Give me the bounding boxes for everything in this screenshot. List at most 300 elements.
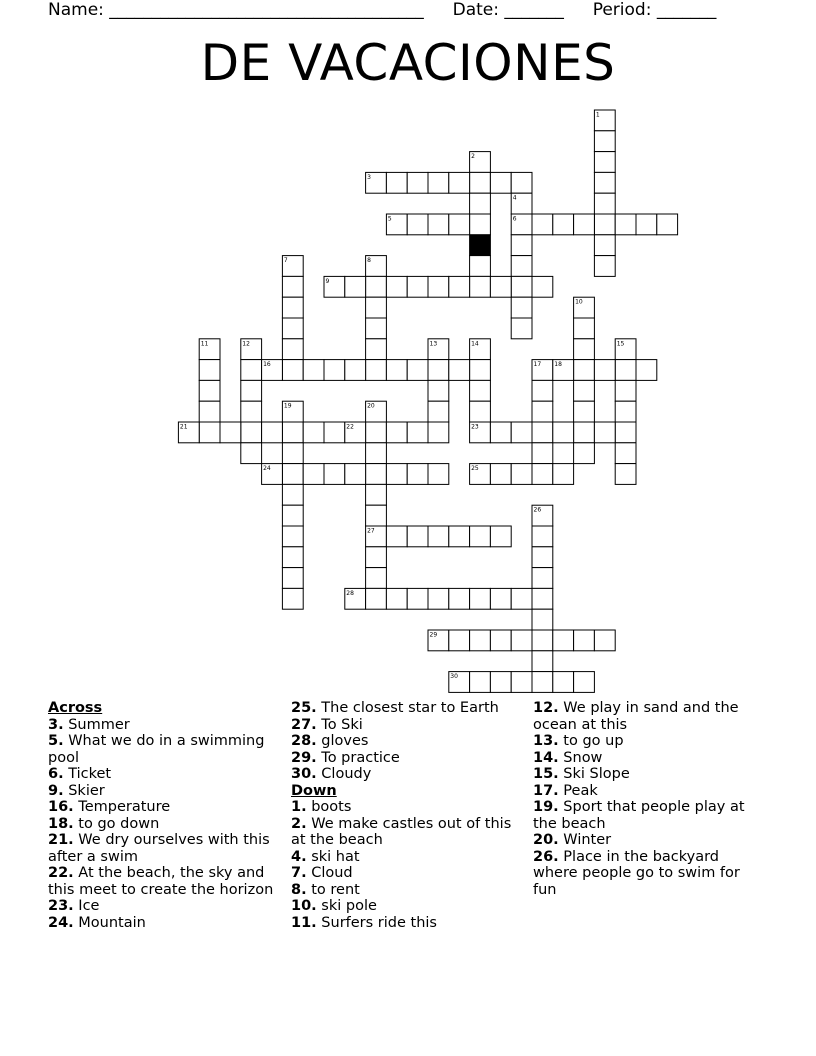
grid-cell[interactable] xyxy=(532,505,553,526)
grid-cell[interactable] xyxy=(470,588,491,609)
grid-cell[interactable] xyxy=(282,484,303,505)
grid-cell[interactable] xyxy=(199,380,220,401)
grid-cell[interactable] xyxy=(428,172,449,193)
clue-item-text: boots xyxy=(306,799,352,815)
grid-cell[interactable] xyxy=(241,339,262,360)
clue-item-number: 2. xyxy=(291,815,307,832)
clue-item-number: 7. xyxy=(291,865,307,881)
grid-cell[interactable] xyxy=(282,297,303,318)
grid-cell[interactable] xyxy=(386,526,407,547)
clue-number: 8 xyxy=(367,257,371,265)
grid-cell[interactable] xyxy=(594,131,615,152)
clue-item-number: 19. xyxy=(533,799,559,815)
clue-item xyxy=(291,882,523,899)
grid-cell[interactable] xyxy=(553,672,574,693)
grid-cell[interactable] xyxy=(594,256,615,277)
grid-cell[interactable] xyxy=(386,464,407,485)
clue-item-number: 20. xyxy=(533,832,559,848)
clue-item-text: Peak xyxy=(558,782,598,799)
clue-item xyxy=(48,898,280,915)
grid-cell[interactable] xyxy=(615,380,636,401)
grid-cell[interactable] xyxy=(428,380,449,401)
grid-cell[interactable] xyxy=(470,256,491,277)
grid-cell[interactable] xyxy=(470,672,491,693)
grid-cell[interactable] xyxy=(345,588,366,609)
clue-item-text: gloves xyxy=(316,733,369,749)
clue-item-text: We make castles out of this at the beach xyxy=(291,815,512,848)
grid-cell[interactable] xyxy=(574,401,595,422)
grid-cell[interactable] xyxy=(490,172,511,193)
grid-cell[interactable] xyxy=(636,214,657,235)
grid-cell[interactable] xyxy=(574,630,595,651)
grid-cell[interactable] xyxy=(574,214,595,235)
grid-cell[interactable] xyxy=(366,568,387,589)
grid-cell[interactable] xyxy=(282,276,303,297)
grid-cell[interactable] xyxy=(262,464,283,485)
grid-cell[interactable] xyxy=(262,422,283,443)
clue-item-text: Summer xyxy=(63,716,130,733)
grid-cell[interactable] xyxy=(532,422,553,443)
grid-cell[interactable] xyxy=(553,214,574,235)
grid-cell[interactable] xyxy=(282,401,303,422)
grid-cell[interactable] xyxy=(366,547,387,568)
grid-cell[interactable] xyxy=(241,360,262,381)
grid-cell[interactable] xyxy=(449,630,470,651)
grid-cell[interactable] xyxy=(407,588,428,609)
grid-cell[interactable] xyxy=(282,464,303,485)
clue-item-text: to rent xyxy=(306,881,360,898)
clue-item-number: 22. xyxy=(48,865,74,881)
grid-cell[interactable] xyxy=(366,360,387,381)
grid-cell[interactable] xyxy=(428,401,449,422)
grid-cell[interactable] xyxy=(574,297,595,318)
grid-cell[interactable] xyxy=(470,360,491,381)
grid-cell[interactable] xyxy=(407,422,428,443)
grid-cell[interactable] xyxy=(241,401,262,422)
grid-cell[interactable] xyxy=(386,172,407,193)
grid-cell[interactable] xyxy=(470,339,491,360)
grid-cell[interactable] xyxy=(178,422,199,443)
period-field[interactable]: Period: _______ xyxy=(592,0,717,20)
grid-cell[interactable] xyxy=(511,276,532,297)
grid-cell[interactable] xyxy=(303,422,324,443)
clue-item xyxy=(533,799,765,832)
grid-cell[interactable] xyxy=(366,505,387,526)
clue-item-text: The closest star to Earth xyxy=(316,700,499,716)
grid-cell[interactable] xyxy=(594,235,615,256)
clue-number: 25 xyxy=(471,465,479,473)
grid-cell[interactable] xyxy=(615,422,636,443)
grid-cell[interactable] xyxy=(490,588,511,609)
date-field[interactable]: Date: _______ xyxy=(452,0,564,20)
clue-number: 27 xyxy=(367,527,375,535)
clue-item xyxy=(291,766,523,783)
clue-number: 26 xyxy=(533,506,542,514)
grid-cell[interactable] xyxy=(282,588,303,609)
clue-item-text: Ski Slope xyxy=(558,766,630,782)
clue-item xyxy=(291,733,523,750)
clue-number: 6 xyxy=(512,215,517,223)
clue-item-text: Place in the backyard where people go to swim for fun xyxy=(533,848,740,898)
grid-cell[interactable] xyxy=(532,547,553,568)
clue-item xyxy=(533,832,765,849)
grid-cell[interactable] xyxy=(428,339,449,360)
grid-cell[interactable] xyxy=(615,443,636,464)
grid-cell[interactable] xyxy=(366,422,387,443)
grid-cell[interactable] xyxy=(511,297,532,318)
grid-cell[interactable] xyxy=(532,609,553,630)
grid-cell[interactable] xyxy=(574,443,595,464)
grid-cell[interactable] xyxy=(636,360,657,381)
clue-item xyxy=(291,915,523,932)
grid-cell[interactable] xyxy=(345,464,366,485)
clue-item-number: 26. xyxy=(533,848,559,865)
clue-item-number: 15. xyxy=(533,766,559,782)
grid-cell[interactable] xyxy=(532,651,553,672)
clue-number: 11 xyxy=(200,340,209,348)
clue-item-number: 6. xyxy=(48,766,64,782)
clue-item-text: Winter xyxy=(558,832,612,848)
grid-cell[interactable] xyxy=(511,193,532,214)
clue-item-number: 18. xyxy=(48,815,74,832)
grid-cell[interactable] xyxy=(470,214,491,235)
clue-item-text: To Ski xyxy=(316,716,363,733)
grid-cell[interactable] xyxy=(199,422,220,443)
clue-item-text: ski pole xyxy=(316,898,377,914)
clue-number: 19 xyxy=(283,402,292,410)
grid-cell[interactable] xyxy=(345,422,366,443)
grid-cell[interactable] xyxy=(449,172,470,193)
clue-item-text: Ticket xyxy=(63,766,112,782)
grid-cell[interactable] xyxy=(490,464,511,485)
grid-cell[interactable] xyxy=(303,360,324,381)
grid-cell[interactable] xyxy=(428,464,449,485)
grid-cell[interactable] xyxy=(511,630,532,651)
grid-cell[interactable] xyxy=(594,360,615,381)
clue-item-text: Snow xyxy=(558,749,603,766)
grid-cell[interactable] xyxy=(594,152,615,173)
clue-number: 3 xyxy=(367,173,371,181)
grid-cell[interactable] xyxy=(615,401,636,422)
grid-cell[interactable] xyxy=(553,360,574,381)
grid-cell[interactable] xyxy=(511,588,532,609)
grid-cell[interactable] xyxy=(532,443,553,464)
grid-cell[interactable] xyxy=(490,630,511,651)
name-field[interactable]: Name: _____________________________________ xyxy=(48,0,424,20)
grid-cell[interactable] xyxy=(532,568,553,589)
clue-item xyxy=(291,898,523,915)
clue-item-number: 25. xyxy=(291,700,317,716)
clue-item xyxy=(533,783,765,800)
grid-cell[interactable] xyxy=(241,422,262,443)
clue-item-text: At the beach, the sky and this meet to create the horizon xyxy=(48,865,274,898)
grid-cell[interactable] xyxy=(511,318,532,339)
grid-cell[interactable] xyxy=(366,526,387,547)
grid-cell[interactable] xyxy=(470,526,491,547)
grid-cell[interactable] xyxy=(241,380,262,401)
grid-cell[interactable] xyxy=(449,672,470,693)
grid-cell[interactable] xyxy=(282,526,303,547)
grid-cell[interactable] xyxy=(574,339,595,360)
clue-item-number: 27. xyxy=(291,716,317,733)
grid-cell[interactable] xyxy=(345,360,366,381)
clue-item xyxy=(291,816,523,849)
clue-item xyxy=(291,799,523,816)
grid-cell[interactable] xyxy=(532,380,553,401)
grid-cell[interactable] xyxy=(428,422,449,443)
grid-cell[interactable] xyxy=(199,401,220,422)
grid-cell[interactable] xyxy=(366,401,387,422)
grid-cell[interactable] xyxy=(615,464,636,485)
grid-cell[interactable] xyxy=(594,630,615,651)
grid-cell[interactable] xyxy=(511,422,532,443)
clue-item-number: 4. xyxy=(291,848,307,865)
clue-item xyxy=(48,799,280,816)
clue-item xyxy=(48,766,280,783)
clue-item xyxy=(533,766,765,783)
clue-item-text: We play in sand and the ocean at this xyxy=(533,700,739,733)
grid-cell[interactable] xyxy=(532,588,553,609)
grid-cell[interactable] xyxy=(532,526,553,547)
clue-number: 29 xyxy=(429,631,438,639)
grid-cell[interactable] xyxy=(386,588,407,609)
clue-item xyxy=(533,849,765,899)
grid-cell[interactable] xyxy=(303,464,324,485)
grid-cell[interactable] xyxy=(366,339,387,360)
grid-cell[interactable] xyxy=(428,214,449,235)
grid-cell[interactable] xyxy=(490,526,511,547)
grid-cell[interactable] xyxy=(199,339,220,360)
grid-cell[interactable] xyxy=(428,360,449,381)
clue-item xyxy=(533,750,765,767)
clue-number: 21 xyxy=(179,423,188,431)
grid-cell[interactable] xyxy=(282,256,303,277)
clue-item xyxy=(48,783,280,800)
grid-cell[interactable] xyxy=(553,630,574,651)
clue-item-text: Mountain xyxy=(73,914,146,931)
grid-cell[interactable] xyxy=(594,193,615,214)
grid-cell[interactable] xyxy=(262,360,283,381)
grid-cell[interactable] xyxy=(366,256,387,277)
grid-cell[interactable] xyxy=(282,422,303,443)
grid-cell[interactable] xyxy=(449,526,470,547)
clue-item-text: Skier xyxy=(63,782,105,799)
grid-cell[interactable] xyxy=(199,360,220,381)
clue-number: 4 xyxy=(512,194,517,202)
grid-cell[interactable] xyxy=(282,505,303,526)
grid-cell[interactable] xyxy=(532,276,553,297)
grid-cell[interactable] xyxy=(386,214,407,235)
grid-cell[interactable] xyxy=(386,422,407,443)
clue-item xyxy=(291,865,523,882)
clue-number: 17 xyxy=(533,361,542,369)
grid-cell[interactable] xyxy=(657,214,678,235)
clue-number: 28 xyxy=(346,589,354,597)
grid-cell[interactable] xyxy=(282,568,303,589)
clue-item-number: 17. xyxy=(533,782,559,799)
grid-cell[interactable] xyxy=(282,339,303,360)
grid-cell[interactable] xyxy=(366,484,387,505)
clue-number: 7 xyxy=(283,257,288,265)
grid-cell[interactable] xyxy=(282,360,303,381)
grid-cell[interactable] xyxy=(574,380,595,401)
clue-item-number: 9. xyxy=(48,782,64,799)
grid-cell[interactable] xyxy=(220,422,241,443)
grid-cell[interactable] xyxy=(407,276,428,297)
clue-item-text: Surfers ride this xyxy=(316,914,437,931)
grid-cell[interactable] xyxy=(594,172,615,193)
grid-cell[interactable] xyxy=(470,464,491,485)
grid-cell[interactable] xyxy=(366,172,387,193)
grid-cell[interactable] xyxy=(470,172,491,193)
clue-item xyxy=(533,733,765,750)
grid-cell[interactable] xyxy=(282,318,303,339)
grid-cell[interactable] xyxy=(511,464,532,485)
grid-cell[interactable] xyxy=(574,318,595,339)
grid-cell[interactable] xyxy=(594,422,615,443)
grid-cell[interactable] xyxy=(511,172,532,193)
clue-item-text: Temperature xyxy=(73,799,171,815)
clue-number: 23 xyxy=(471,423,479,431)
clue-item-number: 30. xyxy=(291,766,317,782)
grid-cell[interactable] xyxy=(574,360,595,381)
grid-cell[interactable] xyxy=(532,672,553,693)
grid-cell[interactable] xyxy=(366,443,387,464)
grid-cell[interactable] xyxy=(532,214,553,235)
grid-cell[interactable] xyxy=(449,360,470,381)
clue-number: 18 xyxy=(554,361,562,369)
grid-cell[interactable] xyxy=(366,588,387,609)
clue-number: 13 xyxy=(429,340,438,348)
grid-cell[interactable] xyxy=(282,443,303,464)
grid-cell[interactable] xyxy=(324,422,345,443)
grid-cell[interactable] xyxy=(241,443,262,464)
grid-cell[interactable] xyxy=(615,214,636,235)
clue-number: 14 xyxy=(471,340,479,348)
grid-cell[interactable] xyxy=(386,360,407,381)
grid-cell[interactable] xyxy=(532,630,553,651)
grid-cell[interactable] xyxy=(366,276,387,297)
clue-section-heading: Across xyxy=(48,700,103,716)
clue-item-number: 10. xyxy=(291,898,317,914)
grid-cell[interactable] xyxy=(574,422,595,443)
grid-cell[interactable] xyxy=(594,214,615,235)
grid-cell[interactable] xyxy=(470,380,491,401)
clue-number: 30 xyxy=(450,673,458,681)
clue-item-text: Cloud xyxy=(306,865,353,881)
grid-cell[interactable] xyxy=(407,526,428,547)
clue-item-number: 14. xyxy=(533,749,559,766)
grid-cell[interactable] xyxy=(532,360,553,381)
clue-number: 1 xyxy=(595,111,600,119)
student-info-row xyxy=(48,0,716,20)
grid-cell[interactable] xyxy=(449,588,470,609)
clue-item xyxy=(48,865,280,898)
grid-cell[interactable] xyxy=(407,360,428,381)
grid-cell[interactable] xyxy=(490,422,511,443)
grid-cell[interactable] xyxy=(470,193,491,214)
clue-number: 5 xyxy=(387,215,392,223)
grid-cell[interactable] xyxy=(470,401,491,422)
grid-cell[interactable] xyxy=(449,214,470,235)
clue-item-text: What we do in a swimming pool xyxy=(48,733,265,766)
grid-cell[interactable] xyxy=(324,276,345,297)
clue-item-text: We dry ourselves with this after a swim xyxy=(48,832,270,865)
grid-cell[interactable] xyxy=(428,588,449,609)
clue-number: 16 xyxy=(263,361,271,369)
clue-item-number: 21. xyxy=(48,832,74,848)
grid-cell[interactable] xyxy=(366,318,387,339)
grid-cell[interactable] xyxy=(428,630,449,651)
grid-cell[interactable] xyxy=(511,235,532,256)
clue-item-number: 16. xyxy=(48,799,74,815)
grid-cell[interactable] xyxy=(407,172,428,193)
clue-item xyxy=(48,915,280,932)
clue-item xyxy=(48,733,280,766)
grid-cell[interactable] xyxy=(449,276,470,297)
grid-cell[interactable] xyxy=(511,256,532,277)
grid-cell[interactable] xyxy=(615,339,636,360)
clue-number: 12 xyxy=(242,340,250,348)
grid-cell[interactable] xyxy=(553,464,574,485)
grid-cell[interactable] xyxy=(282,547,303,568)
grid-cell[interactable] xyxy=(490,672,511,693)
grid-cell[interactable] xyxy=(574,672,595,693)
clue-number: 22 xyxy=(346,423,354,431)
grid-cell[interactable] xyxy=(553,422,574,443)
grid-cell[interactable] xyxy=(428,276,449,297)
clue-column-3 xyxy=(533,700,765,898)
grid-cell[interactable] xyxy=(345,276,366,297)
clue-item-text: Sport that people play at the beach xyxy=(533,799,745,832)
clue-item xyxy=(291,717,523,734)
grid-cell[interactable] xyxy=(366,297,387,318)
grid-cell[interactable] xyxy=(324,360,345,381)
grid-cell[interactable] xyxy=(324,464,345,485)
clue-item-number: 28. xyxy=(291,733,317,749)
clue-number: 9 xyxy=(325,277,330,285)
grid-cell[interactable] xyxy=(532,401,553,422)
grid-cell[interactable] xyxy=(407,214,428,235)
clue-item-number: 29. xyxy=(291,749,317,766)
grid-cell[interactable] xyxy=(511,214,532,235)
grid-cell[interactable] xyxy=(511,672,532,693)
grid-cell[interactable] xyxy=(594,110,615,131)
grid-cell[interactable] xyxy=(615,360,636,381)
clue-item-number: 11. xyxy=(291,914,317,931)
clue-section-heading: Down xyxy=(291,782,337,799)
grid-cell[interactable] xyxy=(407,464,428,485)
clue-number: 10 xyxy=(575,298,583,306)
clue-item-text: to go down xyxy=(73,815,160,832)
grid-cell[interactable] xyxy=(386,276,407,297)
clue-item xyxy=(291,750,523,767)
grid-cell[interactable] xyxy=(470,152,491,173)
grid-cell[interactable] xyxy=(470,630,491,651)
grid-cell[interactable] xyxy=(366,464,387,485)
grid-cell[interactable] xyxy=(470,276,491,297)
clue-item-text: Cloudy xyxy=(316,766,372,782)
clue-item-number: 13. xyxy=(533,733,559,749)
clue-item-number: 8. xyxy=(291,881,307,898)
clue-item-number: 23. xyxy=(48,898,74,914)
grid-cell[interactable] xyxy=(470,422,491,443)
grid-cell[interactable] xyxy=(428,526,449,547)
clue-item-number: 12. xyxy=(533,700,559,716)
clue-number: 20 xyxy=(367,402,375,410)
grid-cell[interactable] xyxy=(490,276,511,297)
grid-cell[interactable] xyxy=(532,464,553,485)
